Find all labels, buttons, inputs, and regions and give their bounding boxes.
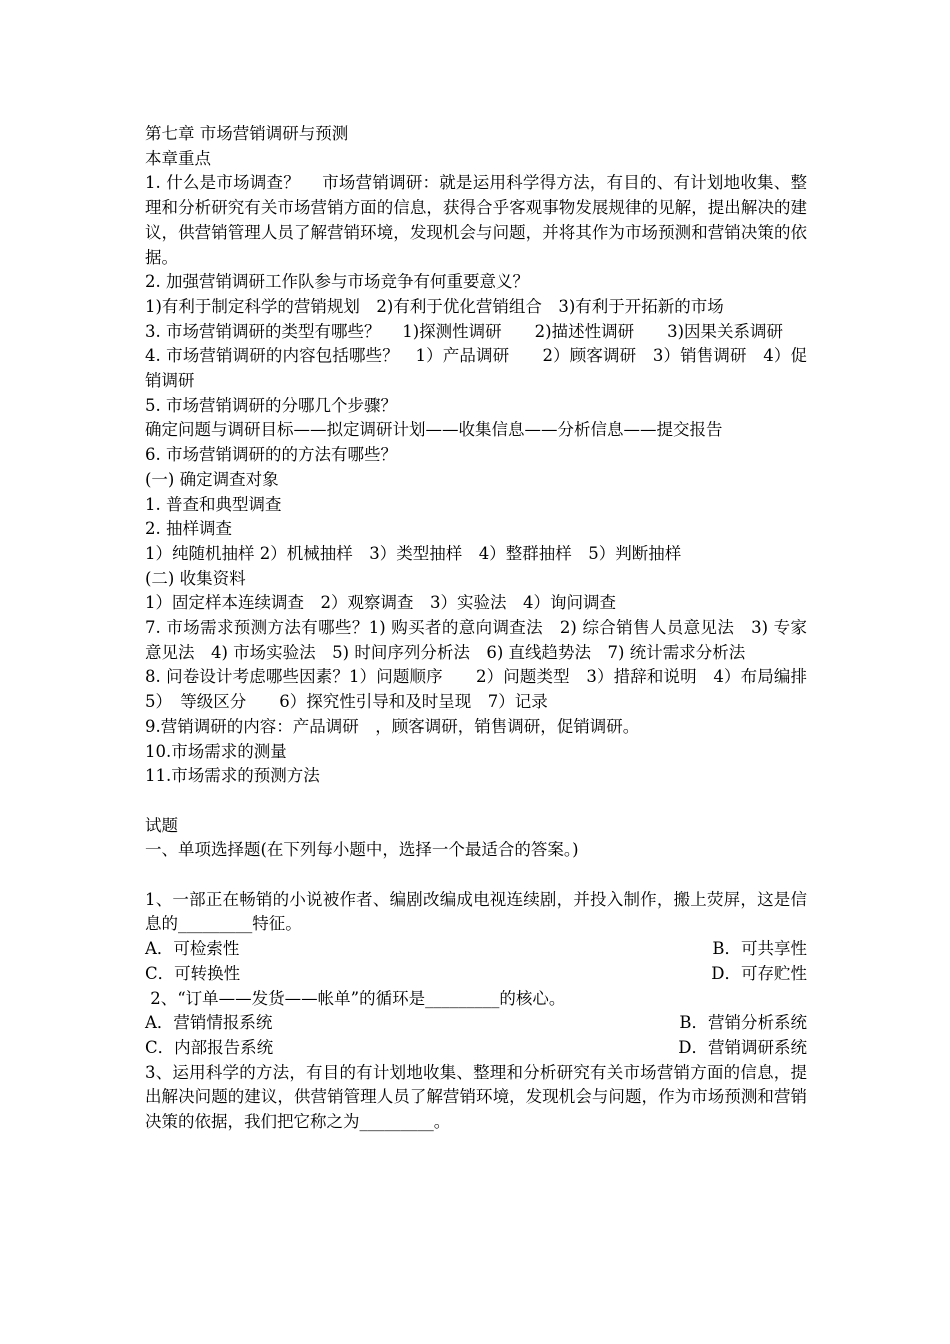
point-6: 6. 市场营销调研的的方法有哪些？ (145, 445, 397, 465)
point-2-answer: 1)有利于制定科学的营销规划 2)有利于优化营销组合 3)有利于开拓新的市场 (145, 296, 724, 316)
option-c: C．可转换性 (145, 963, 241, 983)
question-2-options-row-2 (145, 1036, 807, 1061)
point-6-item-2: 2. 抽样调查 (145, 519, 232, 539)
option-a: A．可检索性 (145, 939, 240, 959)
question-2-stem: 2、“订单——发货——帐单”的循环是_________的核心。 (145, 988, 566, 1008)
focus-heading: 本章重点 (145, 148, 211, 168)
question-2-options-row-1 (145, 1011, 807, 1036)
point-5-answer: 确定问题与调研目标——拟定调研计划——收集信息——分析信息——提交报告 (145, 420, 723, 440)
point-6-collection: 1）固定样本连续调查 2）观察调查 3）实验法 4）询问调查 (145, 593, 616, 613)
question-1-options-row-2 (145, 962, 807, 987)
point-5: 5. 市场营销调研的分哪几个步骤？ (145, 395, 397, 415)
section-1-heading: 一、单项选择题(在下列每小题中，选择一个最适合的答案。) (145, 840, 579, 860)
question-1-stem: 1、一部正在畅销的小说被作者、编剧改编成电视连续剧，并投入制作，搬上荧屏，这是信息的_________特征。 (145, 889, 807, 934)
point-2: 2. 加强营销调研工作队参与市场竞争有何重要意义？ (145, 272, 529, 292)
spacer (145, 789, 807, 814)
option-c: C．内部报告系统 (145, 1037, 274, 1057)
option-d: D．可存贮性 (711, 963, 807, 983)
spacer (145, 863, 807, 888)
point-11: 11.市场需求的预测方法 (145, 766, 320, 786)
option-b: B．可共享性 (712, 939, 807, 959)
chapter-title: 第七章 市场营销调研与预测 (145, 124, 349, 143)
option-a: A．营销情报系统 (145, 1013, 273, 1033)
point-7: 7. 市场需求预测方法有哪些？1) 购买者的意向调查法 2) 综合销售人员意见法 3) 专家意见法 4) 市场实验法 5) 时间序列分析法 6) 直线趋势法 7) 统计需求分析法 (145, 618, 807, 662)
point-4: 4. 市场营销调研的内容包括哪些？ 1）产品调研 2）顾客调研 3）销售调研 4）促销调研 (145, 346, 807, 391)
point-6-sampling: 1）纯随机抽样 2）机械抽样 3）类型抽样 4）整群抽样 5）判断抽样 (145, 543, 682, 563)
option-d: D．营销调研系统 (678, 1037, 807, 1057)
question-1-options-row-1 (145, 937, 807, 962)
point-3: 3. 市场营销调研的类型有哪些？ 1)探测性调研 2)描述性调研 3)因果关系调研 (145, 321, 784, 341)
point-6-sub-2: (二) 收集资料 (145, 568, 246, 588)
point-8: 8. 问卷设计考虑哪些因素？1）问题顺序 2）问题类型 3）措辞和说明 4）布局编排 5） 等级区分 6）探究性引导和及时呈现 7）记录 (145, 667, 824, 712)
point-6-sub-1: (一) 确定调查对象 (145, 469, 279, 489)
point-9: 9.营销调研的内容：产品调研 ，顾客调研，销售调研，促销调研。 (145, 716, 640, 736)
document-body (145, 122, 824, 1135)
exam-heading: 试题 (145, 815, 178, 835)
option-b: B．营销分析系统 (679, 1013, 807, 1033)
point-10: 10.市场需求的测量 (145, 741, 287, 761)
point-1: 1. 什么是市场调查？ 市场营销调研：就是运用科学得方法，有目的、有计划地收集、整理和分析研究有关市场营销方面的信息，获得合乎客观事物发展规律的见解，提出解决的建议，供营销管理人员了解营销环境，发现机会与问题，并将其作为市场预测和营销决策的依据。 (145, 173, 807, 267)
question-3-stem: 3、运用科学的方法，有目的有计划地收集、整理和分析研究有关市场营销方面的信息，提出解决问题的建议，供营销管理人员了解营销环境，发现机会与问题，作为市场预测和营销决策的依据，我们把它称之为_________。 (145, 1062, 807, 1132)
point-6-item-1: 1. 普查和典型调查 (145, 494, 282, 514)
